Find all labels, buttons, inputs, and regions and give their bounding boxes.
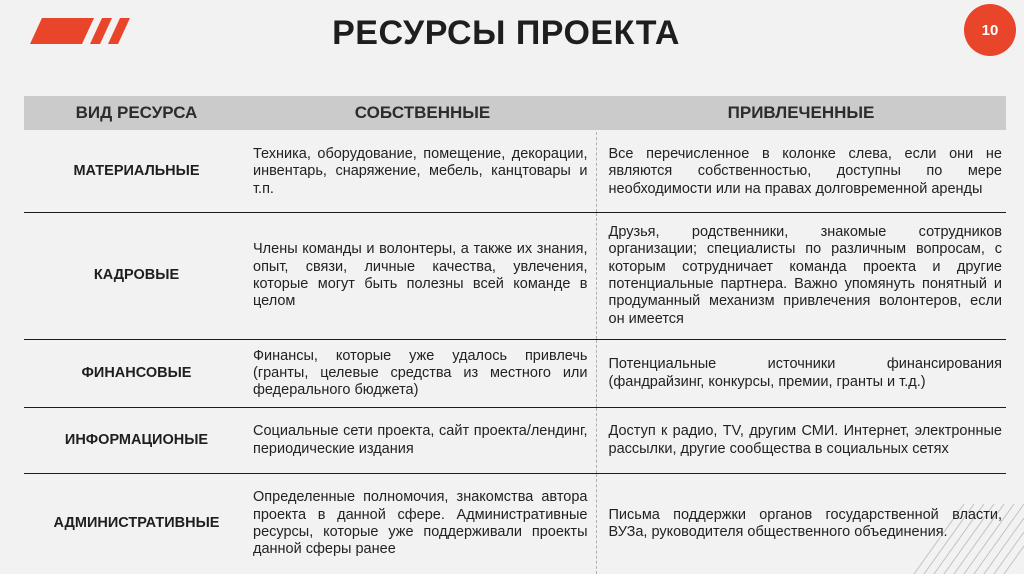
row-type: ИНФОРМАЦИОНЫЕ [24,408,249,474]
table-row [24,340,1006,408]
header-external: ПРИВЛЕЧЕННЫЕ [596,96,1006,131]
row-own-text: Техника, оборудование, помещение, декорации, инвентарь, снаряжение, мебель, канцтовары и т.п. [253,146,588,197]
row-external [596,340,1006,408]
row-own [249,131,596,213]
row-external-text: Все перечисленное в колонке слева, если они не являются собственностью, доступны по мере необходимости или на правах долговременной аренды [608,146,1002,197]
row-own-text: Члены команды и волонтеры, а также их знания, опыт, связи, личные качества, увлечения, которые могут быть полезны всей команде в целом [253,241,588,310]
page-number-badge: 10 [964,4,1016,56]
header-resource-type: ВИД РЕСУРСА [24,96,249,131]
row-own [249,213,596,340]
table-row [24,131,1006,213]
row-external-text: Друзья, родственники, знакомые сотрудников организации; специалисты по различным вопросам, с которым сотрудничает команда проекта и другие потенциальные партнера. Важно упомянуть понятный и продуманный механизм привлечения волонтеров, если он имеется [608,224,1002,327]
row-external [596,213,1006,340]
row-external [596,474,1006,574]
row-own [249,408,596,474]
row-type: АДМИНИСТРАТИВНЫЕ [53,515,220,532]
table-header-row [24,96,1006,131]
table-row [24,213,1006,340]
row-type: КАДРОВЫЕ [24,213,249,340]
page-title: РЕСУРСЫ ПРОЕКТА [332,14,680,52]
row-type: МАТЕРИАЛЬНЫЕ [24,131,249,213]
row-own-text: Определенные полномочия, знакомства автора проекта в данной сфере. Административные ресурсы, которые уже поддерживали проекты данной сферы ранее [253,489,588,558]
table-row [24,474,1006,574]
table-row [24,408,1006,474]
row-own [249,340,596,408]
row-external [596,408,1006,474]
row-type: ФИНАНСОВЫЕ [24,340,249,408]
row-external [596,131,1006,213]
row-external-text: Письма поддержки органов государственной власти, ВУЗа, руководителя общественного объединения. [608,506,1002,540]
row-own-text: Социальные сети проекта, сайт проекта/лендинг, периодические издания [253,423,588,457]
row-own-text: Финансы, которые уже удалось привлечь (гранты, целевые средства из местного или федерального бюджета) [253,347,588,399]
header-own: СОБСТВЕННЫЕ [249,96,596,131]
row-own [249,474,596,574]
row-external-text: Потенциальные источники финансирования (фандрайзинг, конкурсы, премии, гранты и т.д.) [608,356,1002,390]
resources-table [24,96,1006,574]
row-external-text: Доступ к радио, TV, другим СМИ. Интернет, электронные рассылки, другие сообщества в социальных сетях [608,423,1002,457]
